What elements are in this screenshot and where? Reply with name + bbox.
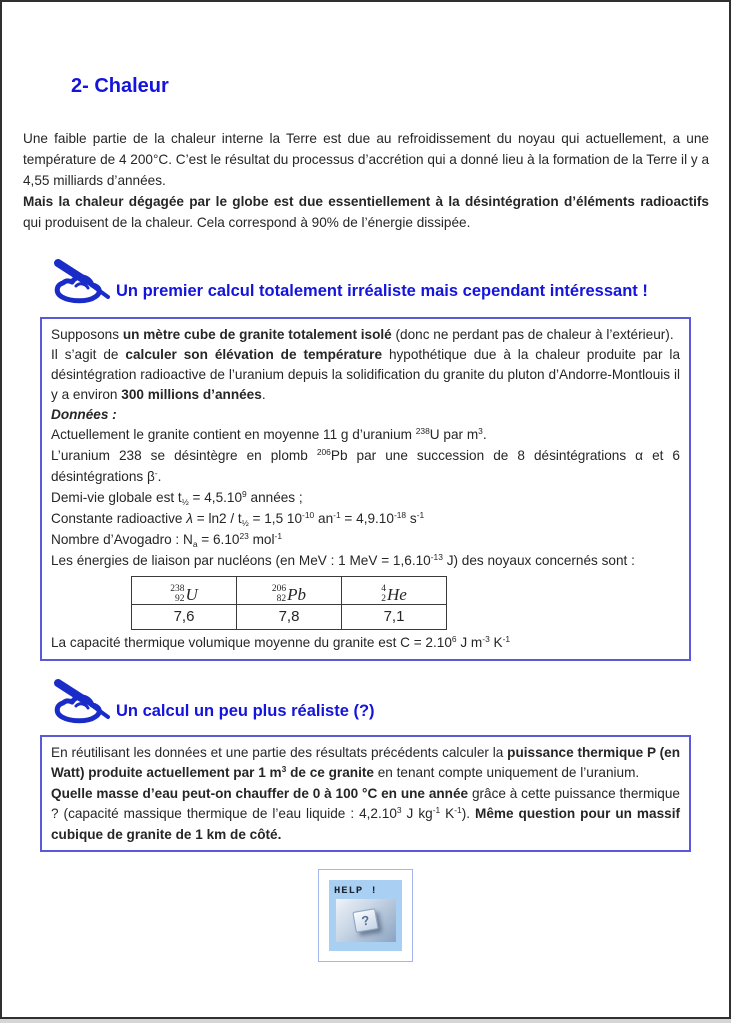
- intro-paragraph-2: Mais la chaleur dégagée par le globe est due essentiellement à la désintégration d’éléments radioactifs qui produisent de la chaleur. Cela correspond à 90% de l’énergie dissipée.: [23, 194, 709, 230]
- box1-paragraph: Supposons un mètre cube de granite totalement isolé (donc ne perdant pas de chaleur à l’extérieur).: [51, 327, 674, 342]
- nuclide-header-cell: 206 82 Pb: [237, 577, 342, 605]
- section-2-heading: [50, 675, 729, 725]
- section-2-heading-label: Un calcul un peu plus réaliste (?): [116, 702, 375, 720]
- box1-paragraph: Demi-vie globale est $t_{\frac{1}{2}} = 4,5.10^9$ années ;: [51, 489, 303, 507]
- box2-paragraph: Quelle masse d’eau peut-on chauffer de 0 à 100 °C en une année grâce à cette puissance thermique ? (capacité massique thermique de l’eau liquide : 4,2.10$^3$ J $kg^{-1}$ $K^{-1}$). Même question pour un massif cubique de granite de 1 km de côté.: [51, 786, 681, 842]
- binding-energy-value: 7,8: [237, 605, 342, 630]
- box2-paragraph: En réutilisant les données et une partie des résultats précédents calculer la puissance thermique P (en Watt) produite actuellement par 1 $m^3$ de ce granite en tenant compte uniquement de l’uranium.: [51, 745, 681, 780]
- binding-energy-value: 7,6: [132, 605, 237, 630]
- box1-paragraph: Actuellement le granite contient en moyenne 11 g d’uranium $^{238}$U par $m^3$.: [51, 426, 487, 442]
- box1-paragraph: Nombre d’Avogadro : $N_a = 6.10^{23}$ mol$^{-1}$: [51, 531, 283, 549]
- box1-paragraph: Constante radioactive $\lambda = \ln 2 / t_{\frac{1}{2}} = 1,5$ $10^{-10}$ $an^{-1} = 4,9.10^{-18}$ $s^{-1}$: [51, 510, 425, 528]
- intro-paragraph-1: Une faible partie de la chaleur interne la Terre est due au refroidissement du noyau qui actuellement, a une température de 4 200°C. C’est le résultat du processus d’accrétion qui a donné lieu à la formation de la Terre il y a 4,55 milliards d’années.: [23, 131, 710, 188]
- help-label: HELP !: [334, 885, 378, 897]
- pen-writing-icon: [50, 675, 116, 725]
- nuclide-header-cell: 4 2 He: [342, 577, 447, 605]
- box1-capacity-line: La capacité thermique volumique moyenne du granite est $C = 2.10^6$ J $m^{-3}$ $K^{-1}$: [51, 634, 511, 650]
- section-1-heading-label: Un premier calcul totalement irréaliste mais cependant intéressant !: [116, 282, 648, 300]
- page-title: 2- Chaleur: [71, 75, 169, 97]
- exercise-box-1: [40, 317, 691, 661]
- binding-energy-table: [131, 576, 447, 630]
- box1-donnees-label: Données :: [51, 407, 117, 422]
- question-key-glyph: ?: [360, 912, 371, 929]
- binding-energy-value: 7,1: [342, 605, 447, 630]
- box1-paragraph: L’uranium 238 se désintègre en plomb $^{206}$Pb par une succession de 8 désintégrations α et 6 désintégrations β-.: [51, 447, 680, 484]
- pen-writing-icon: [50, 255, 116, 305]
- box1-paragraph: Il s’agit de calculer son élévation de température hypothétique due à la chaleur produite par la désintégration radioactive de l’uranium depuis la solidification du granite du pluton d’Andorre-Montlouis il y a environ 300 millions d’années.: [51, 347, 681, 402]
- exercise-box-2: [40, 735, 691, 852]
- box1-paragraph: Les énergies de liaison par nucléons (en MeV : 1 MeV = $1,6.10^{-13}$ J) des noyaux concernés sont :: [51, 552, 635, 568]
- nuclide-header-cell: 238 92 U: [132, 577, 237, 605]
- section-1-heading: [50, 255, 729, 305]
- help-panel: [329, 880, 402, 951]
- help-image[interactable]: [318, 869, 413, 962]
- question-key-icon: [352, 908, 378, 933]
- nuclide-header-row: [132, 577, 447, 605]
- values-row: [132, 605, 447, 630]
- keyboard-photo: [336, 899, 396, 942]
